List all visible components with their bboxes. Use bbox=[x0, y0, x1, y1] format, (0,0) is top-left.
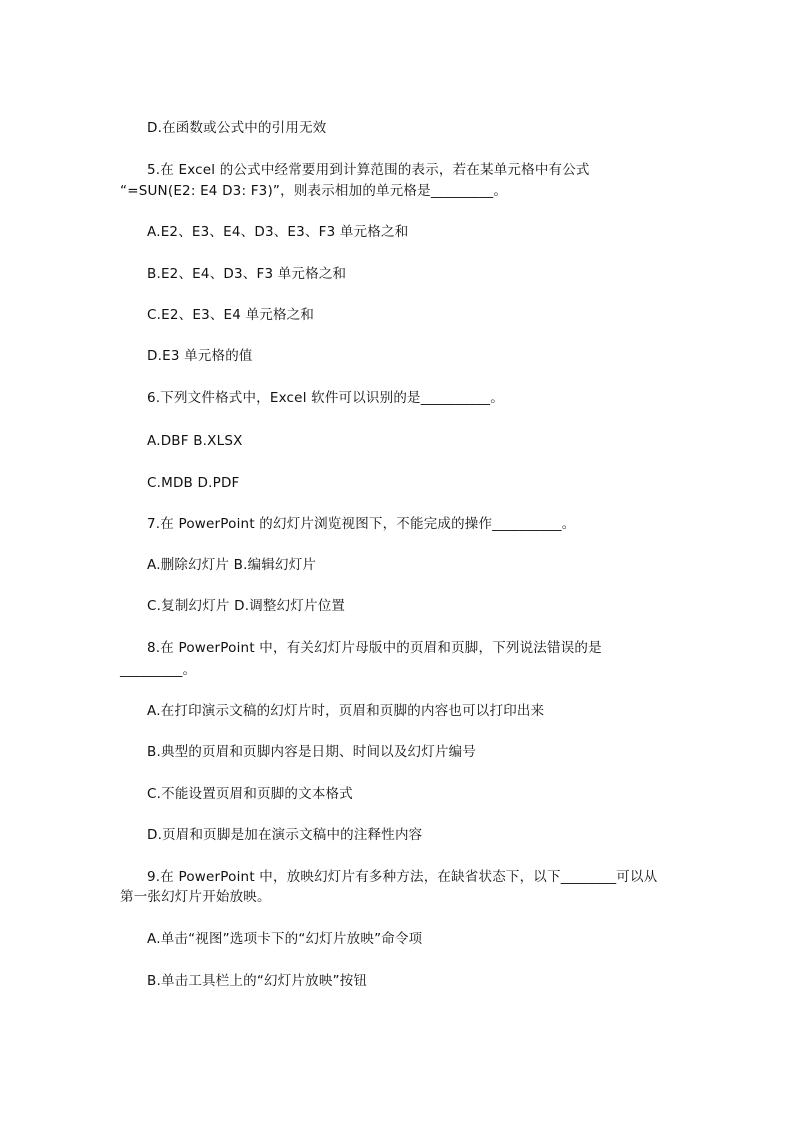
option-a-q9: A.单击“视图”选项卡下的“幻灯片放映”命令项 bbox=[147, 931, 423, 947]
option-b-q8: B.典型的页眉和页脚内容是日期、时间以及幻灯片编号 bbox=[147, 744, 477, 760]
option-d-q4: D.在函数或公式中的引用无效 bbox=[147, 120, 327, 136]
question-8: 8.在 PowerPoint 中，有关幻灯片母版中的页眉和页脚，下列说法错误的是 bbox=[147, 640, 602, 656]
option-d-q8: D.页眉和页脚是加在演示文稿中的注释性内容 bbox=[147, 827, 423, 843]
option-c-q8: C.不能设置页眉和页脚的文本格式 bbox=[147, 786, 353, 802]
question-5-continued: “=SUN(E2: E4 D3: F3)”，则表示相加的单元格是_________。 bbox=[120, 183, 508, 199]
question-8-continued: _________。 bbox=[120, 662, 197, 678]
question-9-continued: 第一张幻灯片开始放映。 bbox=[120, 889, 271, 905]
options-ab-q6: A.DBF B.XLSX bbox=[147, 433, 243, 449]
question-7: 7.在 PowerPoint 的幻灯片浏览视图下，不能完成的操作__________。 bbox=[147, 516, 576, 532]
question-9: 9.在 PowerPoint 中，放映幻灯片有多种方法，在缺省状态下，以下________可以从 bbox=[147, 869, 658, 885]
options-cd-q7: C.复制幻灯片 D.调整幻灯片位置 bbox=[147, 598, 346, 614]
options-ab-q7: A.删除幻灯片 B.编辑幻灯片 bbox=[147, 557, 317, 573]
option-a-q8: A.在打印演示文稿的幻灯片时，页眉和页脚的内容也可以打印出来 bbox=[147, 703, 545, 719]
option-d-q5: D.E3 单元格的值 bbox=[147, 348, 253, 364]
option-a-q5: A.E2、E3、E4、D3、E3、F3 单元格之和 bbox=[147, 224, 409, 240]
option-c-q5: C.E2、E3、E4 单元格之和 bbox=[147, 307, 315, 323]
question-5: 5.在 Excel 的公式中经常要用到计算范围的表示，若在某单元格中有公式 bbox=[147, 162, 590, 178]
options-cd-q6: C.MDB D.PDF bbox=[147, 475, 240, 491]
option-b-q9: B.单击工具栏上的“幻灯片放映”按钮 bbox=[147, 973, 368, 989]
option-b-q5: B.E2、E4、D3、F3 单元格之和 bbox=[147, 266, 347, 282]
question-6: 6.下列文件格式中，Excel 软件可以识别的是__________。 bbox=[147, 390, 504, 406]
